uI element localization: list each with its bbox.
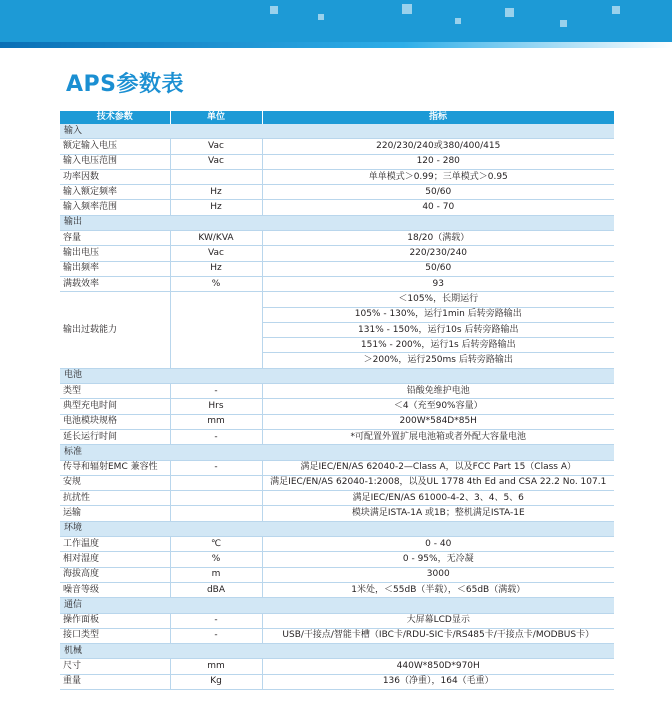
value-cell: ＞200%，运行250ms 后转旁路输出 (262, 353, 614, 368)
table-row (60, 399, 614, 414)
table-row (60, 246, 614, 261)
column-header: 技术参数 (60, 111, 170, 124)
value-cell: 105% - 130%，运行1min 后转旁路输出 (262, 307, 614, 322)
unit-cell: - (170, 628, 262, 643)
table-header-row (60, 111, 614, 124)
param-cell: 操作面板 (60, 613, 170, 628)
param-cell: 输入频率范围 (60, 200, 170, 215)
unit-cell: Vac (170, 139, 262, 154)
section-row (60, 215, 614, 230)
unit-cell: - (170, 460, 262, 475)
table-row (60, 613, 614, 628)
param-cell: 海拔高度 (60, 567, 170, 582)
param-cell: 容量 (60, 231, 170, 246)
param-cell: 输出电压 (60, 246, 170, 261)
unit-cell: Hz (170, 185, 262, 200)
value-cell: 满足IEC/EN/AS 62040-2—Class A，以及FCC Part 15（Class A） (262, 460, 614, 475)
param-cell: 安规 (60, 475, 170, 490)
section-heading: 环境 (60, 521, 614, 536)
unit-cell (170, 169, 262, 184)
spec-table (60, 111, 615, 690)
unit-cell (170, 475, 262, 490)
param-cell: 输出频率 (60, 261, 170, 276)
value-cell: 满足IEC/EN/AS 62040-1:2008，以及UL 1778 4th Ed and CSA 22.2 No. 107.1 (262, 475, 614, 490)
column-header: 指标 (262, 111, 614, 124)
value-cell: 1米处，＜55dB（半载），＜65dB（满载） (262, 582, 614, 597)
value-cell: ＜4（充至90%容量） (262, 399, 614, 414)
unit-cell: mm (170, 414, 262, 429)
unit-cell: dBA (170, 582, 262, 597)
table-row (60, 567, 614, 582)
value-cell: 131% - 150%，运行10s 后转旁路输出 (262, 322, 614, 337)
table-row (60, 674, 614, 689)
param-cell: 输入额定频率 (60, 185, 170, 200)
value-cell: 220/230/240 (262, 246, 614, 261)
value-cell: 铅酸免维护电池 (262, 384, 614, 399)
unit-cell: - (170, 613, 262, 628)
value-cell: 120 - 280 (262, 154, 614, 169)
unit-cell: % (170, 276, 262, 291)
param-cell: 类型 (60, 384, 170, 399)
table-row (60, 185, 614, 200)
value-cell: 50/60 (262, 261, 614, 276)
value-cell: 200W*584D*85H (262, 414, 614, 429)
value-cell: 满足IEC/EN/AS 61000-4-2、3、4、5、6 (262, 491, 614, 506)
param-cell: 输入电压范围 (60, 154, 170, 169)
unit-cell: ℃ (170, 537, 262, 552)
param-cell: 延长运行时间 (60, 429, 170, 444)
value-cell: 93 (262, 276, 614, 291)
table-row (60, 537, 614, 552)
table-row (60, 139, 614, 154)
table-row (60, 628, 614, 643)
param-cell: 额定输入电压 (60, 139, 170, 154)
table-row (60, 552, 614, 567)
param-cell: 抗扰性 (60, 491, 170, 506)
param-cell: 满载效率 (60, 276, 170, 291)
unit-cell: Kg (170, 674, 262, 689)
param-cell: 尺寸 (60, 659, 170, 674)
unit-cell: - (170, 429, 262, 444)
table-row (60, 200, 614, 215)
table-row (60, 261, 614, 276)
section-heading: 通信 (60, 598, 614, 613)
unit-cell (170, 506, 262, 521)
value-cell: 3000 (262, 567, 614, 582)
table-row (60, 460, 614, 475)
param-cell: 接口类型 (60, 628, 170, 643)
unit-cell: Vac (170, 246, 262, 261)
unit-cell: KW/KVA (170, 231, 262, 246)
param-cell: 传导和辐射EMC 兼容性 (60, 460, 170, 475)
value-cell: USB/干接点/智能卡槽（IBC卡/RDU-SIC卡/RS485卡/干接点卡/MODBUS卡） (262, 628, 614, 643)
value-cell: 40 - 70 (262, 200, 614, 215)
param-cell: 功率因数 (60, 169, 170, 184)
section-heading: 输入 (60, 124, 614, 139)
header-banner (0, 0, 672, 48)
unit-cell: mm (170, 659, 262, 674)
page-title: APS参数表 (66, 72, 184, 97)
table-row (60, 659, 614, 674)
param-cell: 电池模块规格 (60, 414, 170, 429)
value-cell: 220/230/240或380/400/415 (262, 139, 614, 154)
table-row (60, 491, 614, 506)
table-row (60, 231, 614, 246)
unit-cell: % (170, 552, 262, 567)
param-cell: 噪音等级 (60, 582, 170, 597)
param-cell: 典型充电时间 (60, 399, 170, 414)
value-cell: 50/60 (262, 185, 614, 200)
param-cell: 重量 (60, 674, 170, 689)
section-row (60, 598, 614, 613)
table-row (60, 384, 614, 399)
table-row (60, 154, 614, 169)
unit-cell: Vac (170, 154, 262, 169)
unit-cell (170, 292, 262, 368)
value-cell: *可配置外置扩展电池箱或者外配大容量电池 (262, 429, 614, 444)
column-header: 单位 (170, 111, 262, 124)
param-cell: 相对湿度 (60, 552, 170, 567)
table-row (60, 169, 614, 184)
table-row (60, 276, 614, 291)
section-row (60, 368, 614, 383)
value-cell: 440W*850D*970H (262, 659, 614, 674)
value-cell: 136（净重），164（毛重） (262, 674, 614, 689)
value-cell: 18/20（满载） (262, 231, 614, 246)
param-cell: 运输 (60, 506, 170, 521)
value-cell: 模块满足ISTA-1A 或1B；整机满足ISTA-1E (262, 506, 614, 521)
table-row (60, 429, 614, 444)
table-row (60, 582, 614, 597)
param-cell: 工作温度 (60, 537, 170, 552)
section-heading: 输出 (60, 215, 614, 230)
table-row (60, 475, 614, 490)
table-row (60, 292, 614, 307)
value-cell: 151% - 200%，运行1s 后转旁路输出 (262, 338, 614, 353)
section-heading: 机械 (60, 644, 614, 659)
section-row (60, 124, 614, 139)
unit-cell: Hz (170, 261, 262, 276)
param-cell: 输出过载能力 (60, 292, 170, 368)
value-cell: 大屏幕LCD显示 (262, 613, 614, 628)
table-row (60, 506, 614, 521)
section-row (60, 521, 614, 536)
value-cell: 0 - 40 (262, 537, 614, 552)
unit-cell: Hrs (170, 399, 262, 414)
value-cell: 单单模式＞0.99；三单模式＞0.95 (262, 169, 614, 184)
section-row (60, 644, 614, 659)
unit-cell (170, 491, 262, 506)
unit-cell: Hz (170, 200, 262, 215)
unit-cell: m (170, 567, 262, 582)
section-heading: 标准 (60, 445, 614, 460)
table-row (60, 414, 614, 429)
value-cell: 0 - 95%，无冷凝 (262, 552, 614, 567)
section-heading: 电池 (60, 368, 614, 383)
section-row (60, 445, 614, 460)
unit-cell: - (170, 384, 262, 399)
value-cell: ＜105%，长期运行 (262, 292, 614, 307)
